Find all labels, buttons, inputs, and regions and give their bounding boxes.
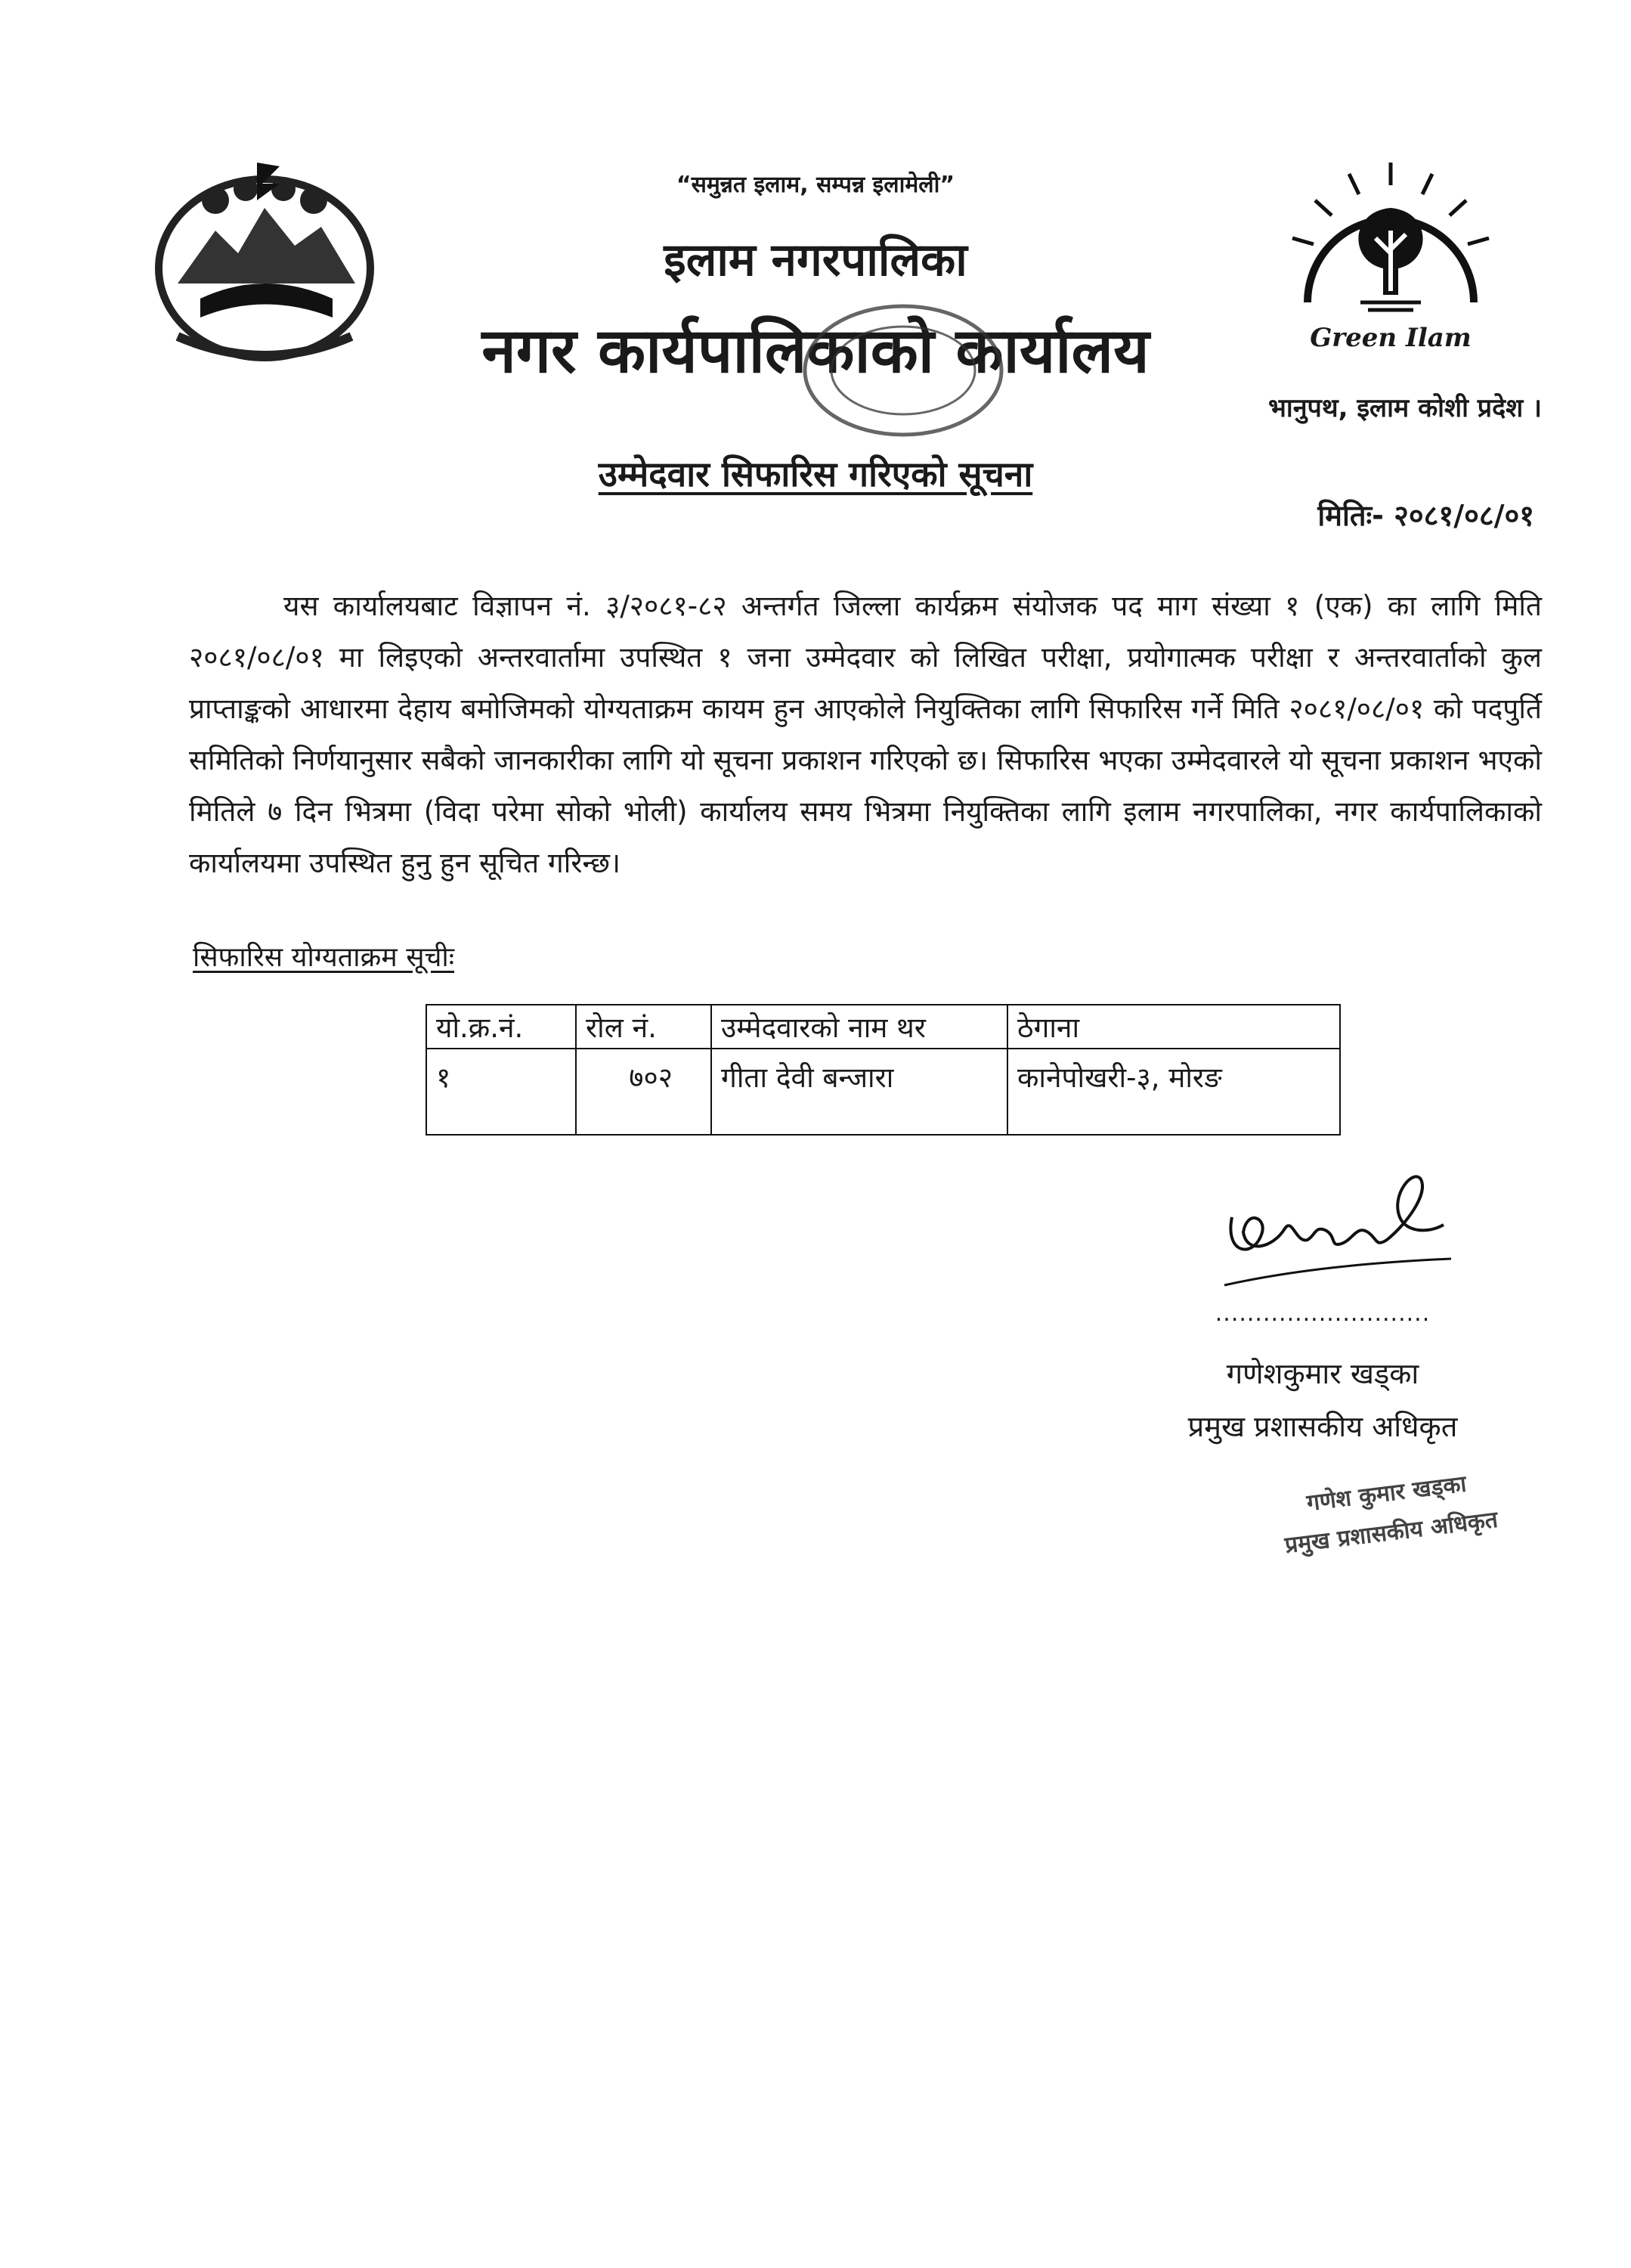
municipality-name: इलाम नगरपालिका <box>664 234 967 287</box>
cell-serial-no: १ <box>426 1049 576 1135</box>
signature <box>1202 1164 1459 1300</box>
green-ilam-logo-text: Green Ilam <box>1310 323 1472 353</box>
list-heading: सिफारिस योग्यताक्रम सूचीः <box>193 942 455 973</box>
signer-title: प्रमुख प्रशासकीय अधिकृत <box>1187 1410 1458 1443</box>
notice-title: उम्मेदवार सिफारिस गरिएको सूचना <box>598 454 1033 494</box>
table-row <box>426 1049 1340 1135</box>
header-serial-no: यो.क्र.नं. <box>426 1005 576 1049</box>
signature-dotted-line: ........................... <box>1215 1300 1431 1327</box>
office-address: भानुपथ, इलाम कोशी प्रदेश । <box>1267 393 1542 423</box>
notice-date: मितिः- २०८१/०८/०१ <box>1317 499 1534 532</box>
name-stamp-line2: प्रमुख प्रशासकीय अधिकृत <box>1283 1506 1499 1560</box>
cell-candidate-name: गीता देवी बन्जारा <box>711 1049 1007 1135</box>
motto: “समुन्नत इलाम, सम्पन्न इलामेली” <box>676 172 955 198</box>
cell-roll-no: ७०२ <box>576 1049 711 1135</box>
recommendation-table <box>426 1004 1341 1136</box>
header-candidate-name: उम्मेदवारको नाम थर <box>711 1005 1007 1049</box>
name-stamp <box>1249 1458 1532 1597</box>
signer-name: गणेशकुमार खड्का <box>1226 1357 1419 1390</box>
header-roll-no: रोल नं. <box>576 1005 711 1049</box>
table-header-row <box>426 1005 1340 1049</box>
cell-address: कानेपोखरी-३, मोरङ <box>1007 1049 1340 1135</box>
office-name: नगर कार्यपालिकाको कार्यालय <box>481 315 1150 387</box>
office-seal <box>794 295 1013 446</box>
notice-body: यस कार्यालयबाट विज्ञापन नं. ३/२०८१-८२ अन्तर्गत जिल्ला कार्यक्रम संयोजक पद माग संख्या १ (एक) का लागि मिति २०८१/०८/०१ मा लिइएको अन्तरवार्तामा उपस्थित १ जना उम्मेदवार को लिखित परीक्षा, प्रयोगात्मक परीक्षा र अन्तरवार्ताको कुल प्राप्ताङ्कको आधारमा देहाय बमोजिमको योग्यताक्रम कायम हुन आएकोले नियुक्तिका लागि सिफारिस गर्ने मिति २०८१/०८/०१ को पदपुर्ति समितिको निर्णयानुसार सबैको जानकारीका लागि यो सूचना प्रकाशन गरिएको छ। सिफारिस भएका उम्मेदवारले यो सूचना प्रकाशन भएको मितिले ७ दिन भित्रमा (विदा परेमा सोको भोली) कार्यालय समय भित्रमा नियुक्तिका लागि इलाम नगरपालिका, नगर कार्यपालिकाको कार्यालयमा उपस्थित हुनु हुन सूचित गरिन्छ। <box>189 590 1542 879</box>
name-stamp-line1: गणेश कुमार खड्का <box>1305 1470 1469 1517</box>
header-address: ठेगाना <box>1007 1005 1340 1049</box>
